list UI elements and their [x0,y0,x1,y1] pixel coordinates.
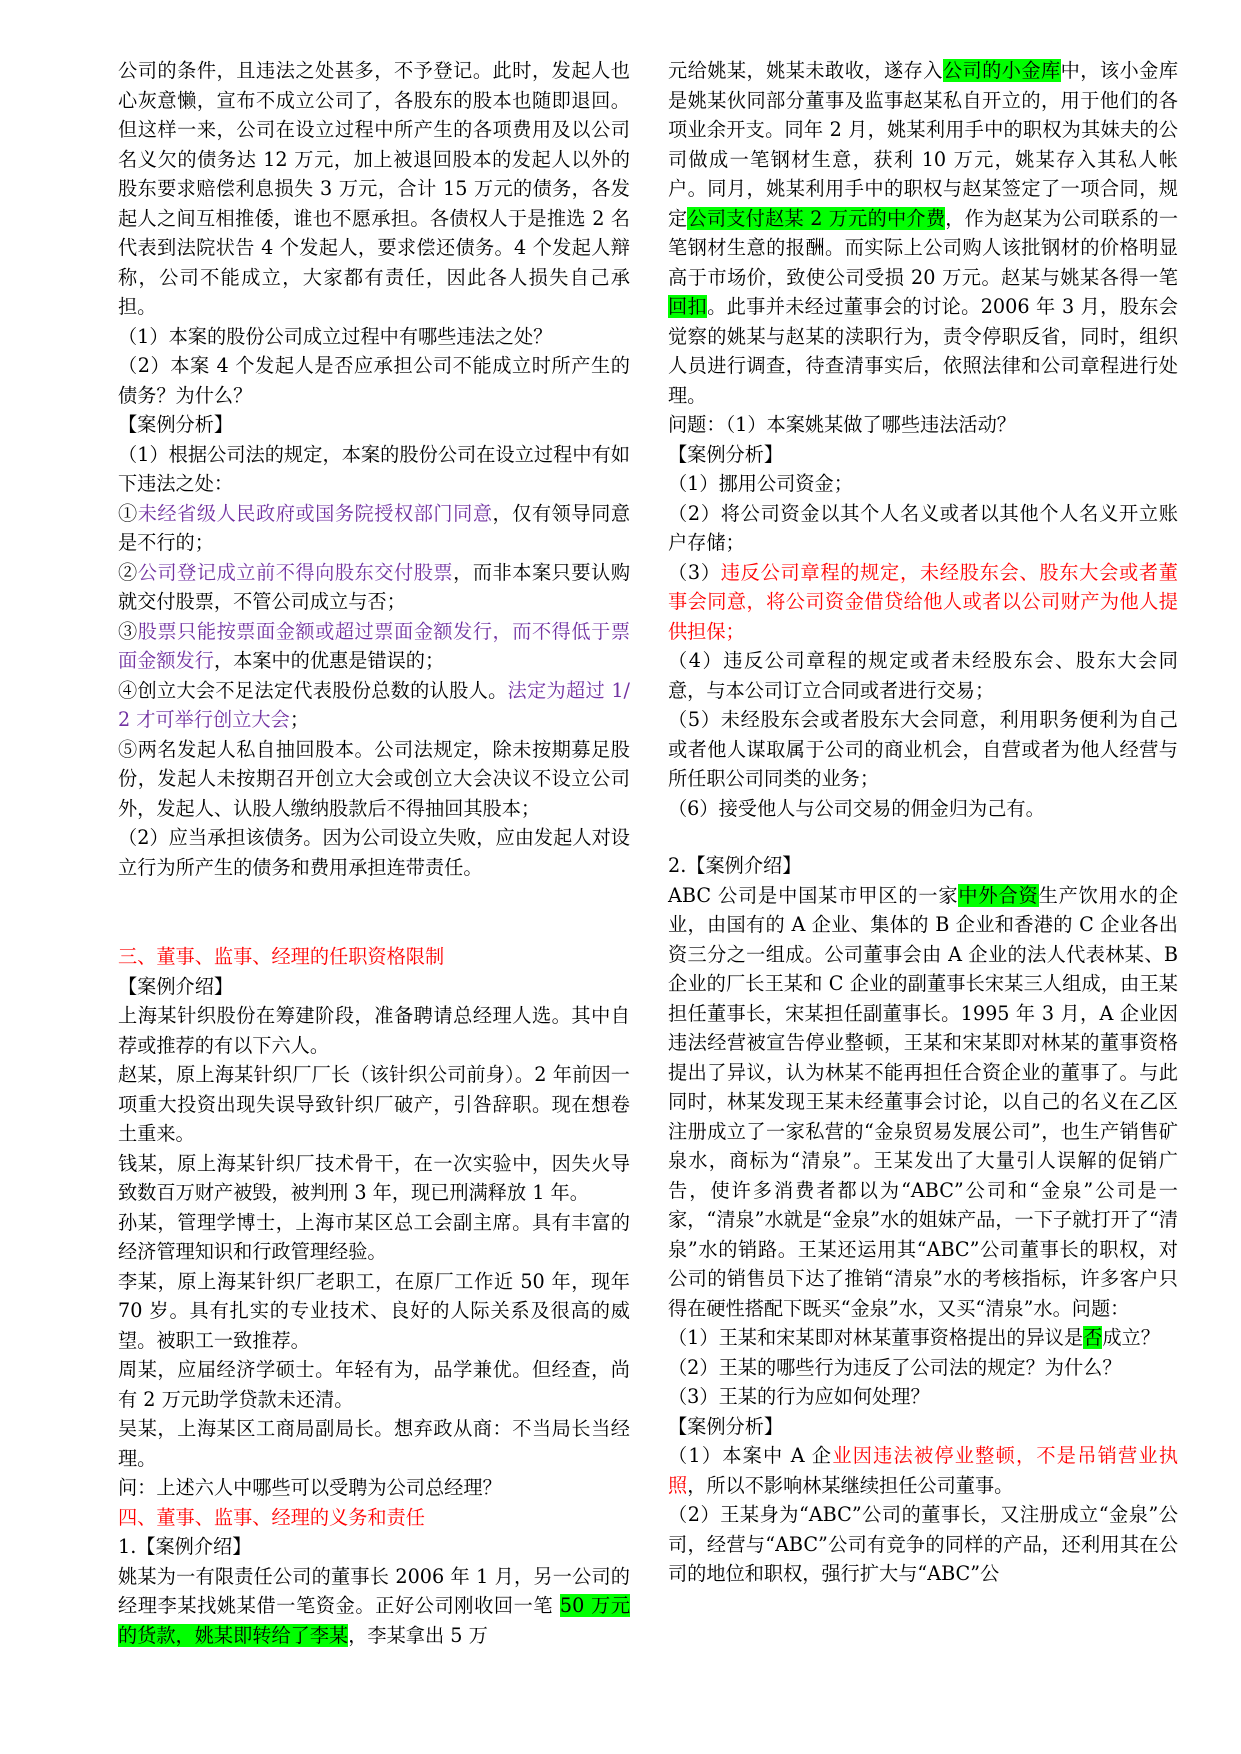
purple-text: 法定为超过 1/2 才可举行创立大会 [118,678,630,731]
case-2-answer-1: （1）本案中 A 企业因违法被停业整顿，不是吊销营业执照，所以不影响林某继续担任公司董事。 [668,1444,1179,1497]
case-1-continued: 元给姚某，姚某未敢收，遂存入公司的小金库中，该小金库是姚某伙同部分董事及监事赵某私自开立的，用于他们的各项业余开支。同年 2 月，姚某利用手中的职权为其妹夫的公司做成一笔钢材生意，获利 10 万元，姚某存入其私人帐户。同月，姚某利用手中的职权与赵某签定了一项合同，规定公司支付赵某 2 万元的中介费，作为赵某为公司联系的一笔钢材生意的报酬。而实际上公司购人该批钢材的价格明显高于市场价，致使公司受损 20 万元。赵某与姚某各得一笔回扣。此事并未经过董事会的讨论。2006 年 3 月，股东会觉察的姚某与赵某的渎职行为，责令停职反省，同时，组织人员进行调查，待查清事实后，依照法律和公司章程进行处理。 [668,59,1179,407]
case-2-answer-2: （2）王某身为“ABC”公司的董事长，又注册成立“金泉”公司，经营与“ABC”公司有竞争的同样的产品，还利用其在公司的地位和职权，强行扩大与“ABC”公 [668,1503,1178,1585]
paragraph: 公司的条件，且违法之处甚多，不予登记。此时，发起人也心灰意懒，宣布不成立公司了，各股东的股本也随即退回。但这样一来，公司在设立过程中所产生的各项费用及以公司名义欠的债务达 12 万元，加上被退回股本的发起人以外的股东要求赔偿利息损失 3 万元，合计 15 万元的债务，各发起人之间互相推倭，谁也不愿承担。各债权人于是推选 2 名代表到法院状告 4 个发起人，要求偿还债务。4 个发起人辩称，公司不能成立，大家都有责任，因此各人损失自己承担。 [118,59,630,318]
question: 问题：（1）本案姚某做了哪些违法活动？ [668,413,1016,436]
case-2-question-2: （2）王某的哪些行为违反了公司法的规定？为什么？ [668,1355,1122,1379]
analysis-heading: 【案例分析】 [668,442,784,466]
candidate-qian: 钱某，原上海某针织厂技术骨干，在一次实验中，因失火导致数百万财产被毁，被判刑 3 年，现已刑满释放 1 年。 [118,1151,630,1204]
analysis-item-4: （4）违反公司章程的规定或者未经股东会、股东大会同意，与本公司订立合同或者进行交易； [668,649,1178,702]
candidate-zhou: 周某，应届经济学硕士。年轻有为，品学兼优。但经查，尚有 2 万元助学贷款未还清。 [118,1358,630,1411]
highlight: 公司支付赵某 2 万元的中介费 [687,206,946,230]
purple-text: 公司登记成立前不得向股东交付股票 [137,560,454,584]
highlight: 50 万元的货款，姚某即转给了李某 [118,1594,631,1647]
violation-item-1: ①未经省级人民政府或国务院授权部门同意，仅有领导同意是不行的； [118,501,631,554]
violation-item-5: ⑤两名发起人私自抽回股本。公司法规定，除未按期募足股份，发起人未按期召开创立大会或创立大会决议不设立公司外，发起人、认股人缴纳股款后不得抽回其股本； [118,737,630,820]
spacer [668,823,1178,851]
analysis-item-1: （1）挪用公司资金； [668,472,853,495]
case-2-text: ABC 公司是中国某市甲区的一家中外合资生产饮用水的企业，由国有的 A 企业、集体的 B 企业和香港的 C 企业各出资三分之一组成。公司董事会由 A 企业的法人代表林某、B 企业的厂长王某和 C 企业的副董事长宋某三人组成，由王某担任董事长，宋某担任副董事长。1995 年 3 月，A 企业因违法经营被宣告停业整顿，王某和宋某即对林某的董事资格提出了异议，认为林某不能再担任合资企业的董事了。与此同时，林某发现王某未经董事会讨论，以自己的名义在乙区注册成立了一家私营的“金泉贸易发展公司”，也生产销售矿泉水，商标为“清泉”。王某发出了大量引人误解的促销广告，使许多消费者都以为“ABC”公司和“金泉”公司是一家，“清泉”水就是“金泉”水的姐妹产品，一下子就打开了“清泉”水的销路。王某还运用其“ABC”公司董事长的职权，对公司的销售员下达了推销“清泉”水的考核指标，许多客户只得在硬性搭配下既买“金泉”水，又买“清泉”水。问题： [668,883,1179,1320]
candidate-sun: 孙某，管理学博士，上海市某区总工会副主席。具有丰富的经济管理知识和行政管理经验。 [118,1210,630,1263]
case-2-heading: 2.【案例介绍】 [668,854,802,877]
violation-item-3: ③股票只能按票面金额或超过票面金额发行，而不得低于票面金额发行，本案中的优惠是错误的； [118,619,631,672]
highlight: 公司的小金库 [942,59,1061,82]
case-intro-heading: 【案例介绍】 [118,974,234,998]
candidate-wu: 吴某，上海某区工商局副局长。想弃政从商：不当局长当经理。 [118,1417,630,1470]
analysis-heading: 【案例分析】 [668,1414,784,1438]
case-1-text: 姚某为一有限责任公司的董事长 2006 年 1 月，另一公司的经理李某找姚某借一笔资金。正好公司刚收回一笔 50 万元的货款，姚某即转给了李某，李某拿出 5 万 [118,1564,631,1647]
question: 问：上述六人中哪些可以受聘为公司总经理？ [118,1476,502,1499]
right-column [668,56,1178,1589]
analysis-item-2: （2）将公司资金以其个人名义或者以其他个人名义开立账户存储； [668,501,1178,554]
answer-1: （1）根据公司法的规定，本案的股份公司在设立过程中有如下违法之处： [118,442,630,495]
left-column [118,56,630,1650]
purple-text: 股票只能按票面金额或超过票面金额发行，而不得低于票面金额发行 [118,619,631,672]
case-2-question-3: （3）王某的行为应如何处理？ [668,1385,930,1408]
analysis-item-5: （5）未经股东会或者股东大会同意，利用职务便利为自己或者他人谋取属于公司的商业机会，自营或者为他人经营与所任职公司同类的业务； [668,708,1178,790]
red-text: 违反公司章程的规定，未经股东会、股东大会或者董事会同意，将公司资金借贷给他人或者以公司财产为他人提供担保； [668,560,1178,643]
section-3-title: 三、董事、监事、经理的任职资格限制 [118,945,445,968]
analysis-item-3: （3）违反公司章程的规定，未经股东会、股东大会或者董事会同意，将公司资金借贷给他人或者以公司财产为他人提供担保； [668,560,1178,643]
candidate-li: 李某，原上海某针织厂老职工，在原厂工作近 50 年，现年 70 岁。具有扎实的专业技术、良好的人际关系及很高的威望。被职工一致推荐。 [118,1269,630,1352]
answer-2: （2）应当承担该债务。因为公司设立失败，应由发起人对设立行为所产生的债务和费用承担连带责任。 [118,826,630,879]
highlight: 回扣 [668,295,708,318]
case-1-heading: 1.【案例介绍】 [118,1535,252,1558]
spacer [118,912,630,942]
violation-item-2: ②公司登记成立前不得向股东交付股票，而非本案只要认购就交付股票，不管公司成立与否； [118,560,631,613]
paragraph: 上海某针织股份在筹建阶段，准备聘请总经理人选。其中自荐或推荐的有以下六人。 [118,1004,630,1057]
analysis-item-6: （6）接受他人与公司交易的佣金归为己有。 [668,796,1045,820]
violation-item-4: ④创立大会不足法定代表股份总数的认股人。法定为超过 1/2 才可举行创立大会； [118,678,630,731]
question-2: （2）本案 4 个发起人是否应承担公司不能成立时所产生的债务？为什么？ [118,354,630,407]
highlight: 中外合资 [958,883,1039,907]
purple-text: 未经省级人民政府或国务院授权部门同意 [137,501,493,525]
analysis-heading: 【案例分析】 [118,413,234,436]
case-2-question-1: （1）王某和宋某即对林某董事资格提出的异议是否成立？ [668,1326,1160,1349]
red-text: 业因违法被停业整顿，不是吊销营业执照 [668,1444,1179,1497]
spacer [118,882,630,912]
section-4-title: 四、董事、监事、经理的义务和责任 [118,1505,425,1529]
question-1: （1）本案的股份公司成立过程中有哪些违法之处？ [118,324,553,348]
highlight: 否 [1083,1326,1103,1349]
candidate-zhao: 赵某，原上海某针织厂厂长（该针织公司前身）。2 年前因一项重大投资出现失误导致针织厂破产，引咎辞职。现在想卷土重来。 [118,1063,630,1145]
